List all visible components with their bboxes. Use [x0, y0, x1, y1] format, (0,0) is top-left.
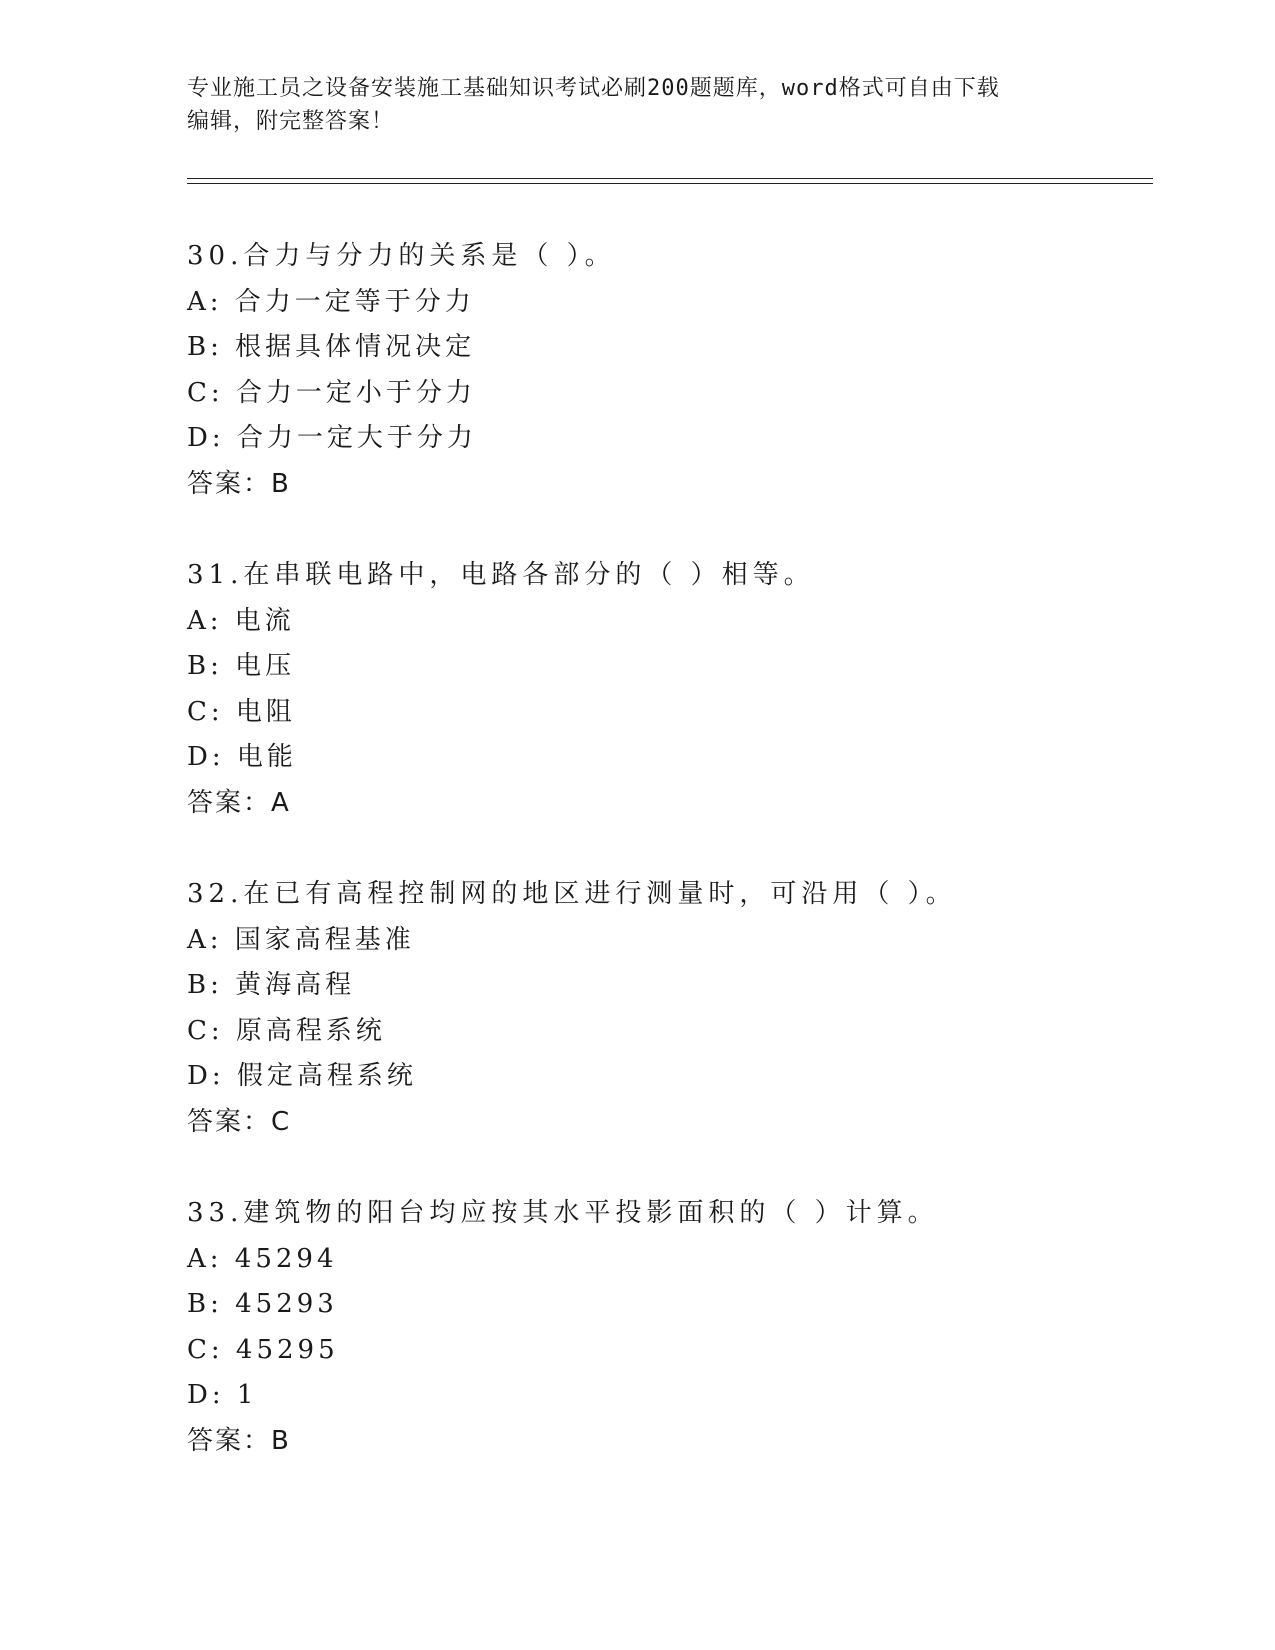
answer-line: 答案：B: [187, 1425, 291, 1456]
question-stem: 30.合力与分力的关系是（ ）。: [187, 241, 616, 271]
option-b: B: 根据具体情况决定: [187, 332, 476, 362]
option-a: A: 电流: [187, 605, 295, 636]
header-line-1: 专业施工员之设备安装施工基础知识考试必刷200题题库，word格式可自由下载: [187, 76, 1000, 101]
option-c: C: 电阻: [187, 696, 296, 727]
question-31: [187, 553, 1147, 826]
option-d: D: 假定高程系统: [187, 1061, 417, 1091]
question-stem: 33.建筑物的阳台均应按其水平投影面积的（ ）计算。: [187, 1198, 939, 1228]
question-stem: 32.在已有高程控制网的地区进行测量时，可沿用（ ）。: [187, 879, 957, 909]
question-stem: 31.在串联电路中，电路各部分的（ ）相等。: [187, 560, 815, 590]
header-divider-bottom: [187, 183, 1153, 184]
option-c: C: 45295: [187, 1334, 339, 1365]
option-a: A: 国家高程基准: [187, 924, 415, 955]
option-c: C: 原高程系统: [187, 1015, 386, 1046]
answer-line: 答案：A: [187, 787, 291, 818]
option-a: A: 45294: [187, 1243, 338, 1274]
header-line-2: 编辑，附完整答案！: [187, 109, 395, 134]
option-b: B: 黄海高程: [187, 970, 356, 1000]
option-d: D: 合力一定大于分力: [187, 423, 477, 453]
option-a: A: 合力一定等于分力: [187, 286, 475, 317]
option-d: D: 1: [187, 1380, 258, 1410]
question-33: [187, 1191, 1147, 1464]
answer-line: 答案：C: [187, 1106, 292, 1137]
question-30: [187, 234, 1147, 507]
option-b: B: 45293: [187, 1289, 338, 1319]
document-header: [187, 72, 1067, 138]
question-32: [187, 872, 1147, 1145]
header-divider-top: [187, 178, 1153, 179]
option-d: D: 电能: [187, 742, 297, 772]
option-c: C: 合力一定小于分力: [187, 377, 476, 408]
option-b: B: 电压: [187, 651, 296, 681]
answer-line: 答案：B: [187, 468, 291, 499]
